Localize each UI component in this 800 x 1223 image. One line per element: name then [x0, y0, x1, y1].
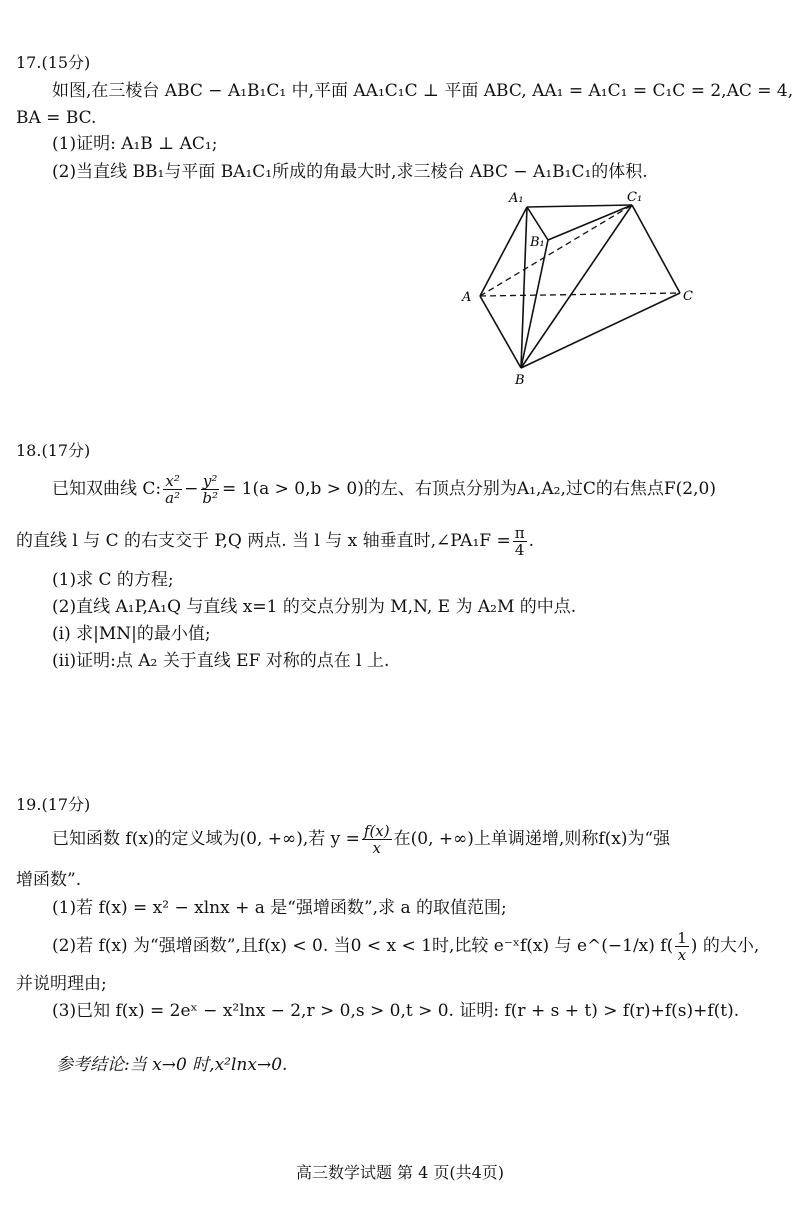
q19-frac1-num: f(x) — [363, 822, 390, 840]
q17-header: 17.(15分) — [16, 53, 91, 72]
q19-frac-fx-x — [362, 823, 392, 856]
q18-header: 18.(17分) — [16, 441, 91, 460]
q19-frac2-den: x — [677, 946, 687, 964]
edge-b-c — [521, 293, 680, 368]
q19-part2 — [52, 927, 759, 965]
q19-line1-post: 在(0, +∞)上单调递增,则称f(x)为“强 — [393, 829, 671, 849]
label-c: C — [683, 289, 693, 304]
q19-line1 — [52, 820, 670, 858]
q19-line1-pre: 已知函数 f(x)的定义域为(0, +∞),若 y = — [52, 829, 360, 849]
q19-frac1-den: x — [372, 839, 381, 857]
q18-line1-pre: 已知双曲线 C: — [52, 479, 162, 499]
q18-frac2-den: b² — [202, 489, 218, 507]
edge-a1-c1 — [527, 205, 632, 207]
page-footer: 高三数学试题 第 4 页(共4页) — [295, 1163, 505, 1182]
label-c1: C₁ — [627, 190, 643, 205]
q19-reference-note: 参考结论:当 x→0 时,x²lnx→0. — [56, 1055, 288, 1075]
frustum-figure — [0, 0, 800, 400]
q18-frac1-den: a² — [165, 489, 181, 507]
q18-frac-pi-4 — [513, 525, 527, 558]
label-a1: A₁ — [509, 191, 524, 206]
q19-part2-line2: 并说明理由; — [16, 974, 107, 994]
q18-line1 — [52, 470, 716, 508]
q18-minus: − — [184, 479, 199, 499]
q19-part3: (3)已知 f(x) = 2eˣ − x²lnx − 2,r > 0,s > 0,t > 0. 证明: f(r + s + t) > f(r)+f(s)+f(t). — [52, 1001, 740, 1021]
q18-frac-x2-a2 — [163, 473, 182, 506]
q18-line1-post: = 1(a > 0,b > 0)的左、右顶点分别为A₁,A₂,过C的右焦点F(2,0) — [221, 479, 716, 499]
q17-intro-line1: 如图,在三棱台 ABC − A₁B₁C₁ 中,平面 AA₁C₁C ⊥ 平面 ABC, AA₁ = A₁C₁ = C₁C = 2,AC = 4, — [52, 81, 794, 101]
label-b: B — [515, 373, 525, 388]
q18-frac3-num: π — [514, 524, 525, 542]
edge-a-b — [480, 296, 521, 368]
q18-part2ii: (ii)证明:点 A₂ 关于直线 EF 对称的点在 l 上. — [52, 651, 390, 671]
q17-part2: (2)当直线 BB₁与平面 BA₁C₁所成的角最大时,求三棱台 ABC − A₁B₁C₁的体积. — [52, 162, 648, 182]
q18-part1: (1)求 C 的方程; — [52, 570, 174, 590]
q19-frac2-num: 1 — [677, 929, 687, 947]
label-b1: B₁ — [530, 235, 545, 250]
label-a: A — [462, 290, 472, 305]
q18-line2-pre: 的直线 l 与 C 的右支交于 P,Q 两点. 当 l 与 x 轴垂直时,∠PA₁F = — [16, 531, 511, 551]
edge-a-c1-hidden — [480, 205, 632, 296]
q18-line2 — [16, 522, 534, 560]
edge-a-c-hidden — [480, 293, 680, 296]
q19-line2: 增函数”. — [16, 870, 82, 890]
q19-frac-1-x — [675, 930, 689, 963]
q19-part1: (1)若 f(x) = x² − xlnx + a 是“强增函数”,求 a 的取值范围; — [52, 898, 507, 918]
q17-intro-line2: BA = BC. — [16, 108, 97, 128]
q18-frac1-num: x² — [165, 472, 180, 490]
q19-part2-pre: (2)若 f(x) 为“强增函数”,且f(x) < 0. 当0 < x < 1时,比较 e⁻ˣf(x) 与 e^(−1/x) f( — [52, 936, 674, 956]
q19-header: 19.(17分) — [16, 795, 91, 814]
edge-a1-a — [480, 207, 527, 296]
q17-part1: (1)证明: A₁B ⊥ AC₁; — [52, 134, 218, 154]
q18-part2i: (i) 求|MN|的最小值; — [52, 624, 211, 644]
q18-part2: (2)直线 A₁P,A₁Q 与直线 x=1 的交点分别为 M,N, E 为 A₂M 的中点. — [52, 597, 577, 617]
q19-part2-post: ) 的大小, — [690, 936, 760, 956]
q18-frac3-den: 4 — [514, 541, 525, 559]
q18-frac-y2-b2 — [200, 473, 220, 506]
q18-frac2-num: y² — [202, 472, 218, 490]
q18-line2-post: . — [528, 531, 534, 551]
edge-c1-c — [632, 205, 680, 293]
